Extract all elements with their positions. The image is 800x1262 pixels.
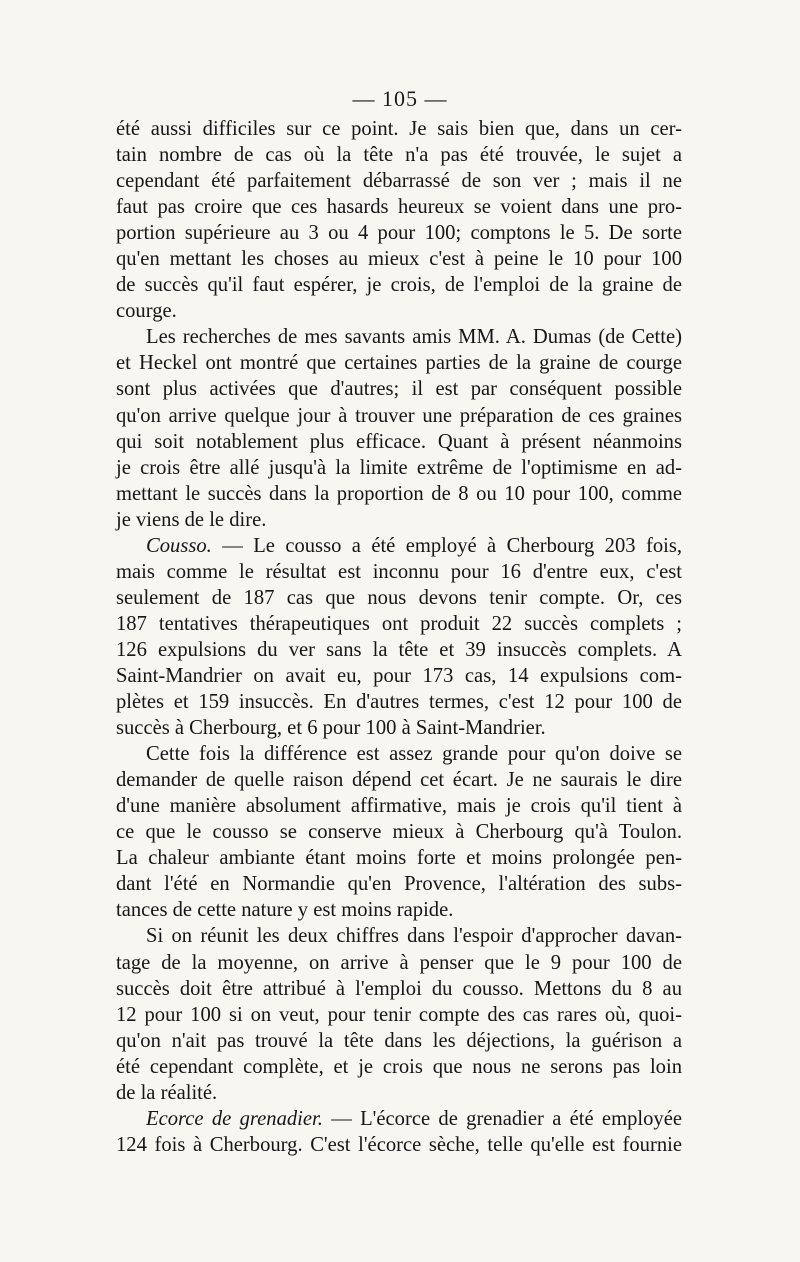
text-line xyxy=(116,533,682,559)
text-line: plètes et 159 insuccès. En d'autres termes, c'est 12 pour 100 de xyxy=(116,691,682,714)
text-line: de la réalité. xyxy=(116,1081,218,1104)
text-line: qui soit notablement plus efficace. Quant à présent néanmoins xyxy=(116,430,682,453)
text-line: succès à Cherbourg, et 6 pour 100 à Saint-Mandrier. xyxy=(116,717,546,740)
text-line: je crois être allé jusqu'à la limite extrême de l'optimisme en ad- xyxy=(116,456,682,479)
text-line: de succès qu'il faut espérer, je crois, de l'emploi de la graine de xyxy=(116,274,682,297)
section-lead: Cousso. xyxy=(146,534,212,557)
text-line: courge. xyxy=(116,300,177,323)
section-lead: Ecorce de grenadier. xyxy=(146,1107,323,1130)
page-number: — 105 — xyxy=(352,86,448,111)
text-fragment: — Le cousso a été employé à Cherbourg 203 fois, xyxy=(211,534,682,557)
text-line: seulement de 187 cas que nous devons tenir compte. Or, ces xyxy=(116,586,682,609)
paragraph-6 xyxy=(116,1106,682,1158)
body-text xyxy=(116,116,682,1158)
text-line: 187 tentatives thérapeutiques ont produit 22 succès complets ; xyxy=(116,612,682,635)
text-line: je viens de le dire. xyxy=(116,508,267,531)
text-line: et Heckel ont montré que certaines parties de la graine de courge xyxy=(116,352,682,375)
paragraph-3 xyxy=(116,533,682,741)
paragraph-2 xyxy=(116,324,682,532)
text-line: cependant été parfaitement débarrassé de son ver ; mais il ne xyxy=(116,170,682,193)
text-line: 124 fois à Cherbourg. C'est l'écorce sèche, telle qu'elle est fournie xyxy=(116,1133,682,1156)
text-line: qu'on n'ait pas trouvé la tête dans les déjections, la guérison a xyxy=(116,1029,682,1052)
text-line: ce que le cousso se conserve mieux à Cherbourg qu'à Toulon. xyxy=(116,821,682,844)
paragraph-1 xyxy=(116,116,682,324)
text-line: tances de cette nature y est moins rapide. xyxy=(116,899,454,922)
text-line: La chaleur ambiante étant moins forte et moins prolongée pen- xyxy=(116,847,682,870)
text-line: 126 expulsions du ver sans la tête et 39 insuccès complets. A xyxy=(116,638,682,661)
text-line: d'une manière absolument affirmative, mais je crois qu'il tient à xyxy=(116,795,682,818)
text-line: faut pas croire que ces hasards heureux se voient dans une pro- xyxy=(116,196,682,219)
text-line: sont plus activées que d'autres; il est par conséquent possible xyxy=(116,378,682,401)
text-line: Si on réunit les deux chiffres dans l'espoir d'approcher davan- xyxy=(146,925,682,948)
text-line: tain nombre de cas où la tête n'a pas été trouvée, le sujet a xyxy=(116,144,682,167)
text-line: dant l'été en Normandie qu'en Provence, l'altération des subs- xyxy=(116,873,682,896)
text-line: été aussi difficiles sur ce point. Je sais bien que, dans un cer- xyxy=(116,118,682,140)
text-line: mettant le succès dans la proportion de 8 ou 10 pour 100, comme xyxy=(116,482,682,505)
text-line: qu'en mettant les choses au mieux c'est à peine le 10 pour 100 xyxy=(116,248,682,271)
text-line: demander de quelle raison dépend cet écart. Je ne saurais le dire xyxy=(116,769,682,792)
paragraph-4 xyxy=(116,741,682,923)
text-line: Saint-Mandrier on avait eu, pour 173 cas, 14 expulsions com- xyxy=(116,664,682,687)
text-line: mais comme le résultat est inconnu pour 16 d'entre eux, c'est xyxy=(116,560,682,583)
text-fragment: — L'écorce de grenadier a été employée xyxy=(322,1107,682,1130)
text-line: 12 pour 100 si on veut, pour tenir compte des cas rares où, quoi- xyxy=(116,1003,682,1026)
text-line: tage de la moyenne, on arrive à penser que le 9 pour 100 de xyxy=(116,951,682,974)
text-line: portion supérieure au 3 ou 4 pour 100; comptons le 5. De sorte xyxy=(116,222,682,245)
text-line: succès doit être attribué à l'emploi du cousso. Mettons du 8 au xyxy=(116,977,682,1000)
text-line: qu'on arrive quelque jour à trouver une préparation de ces graines xyxy=(116,404,682,427)
paragraph-5 xyxy=(116,923,682,1105)
text-line: Cette fois la différence est assez grande pour qu'on doive se xyxy=(146,743,682,766)
text-line: été cependant complète, et je crois que nous ne serons pas loin xyxy=(116,1055,682,1078)
text-line xyxy=(116,1106,682,1132)
text-line: Les recherches de mes savants amis MM. A. Dumas (de Cette) xyxy=(146,326,682,349)
